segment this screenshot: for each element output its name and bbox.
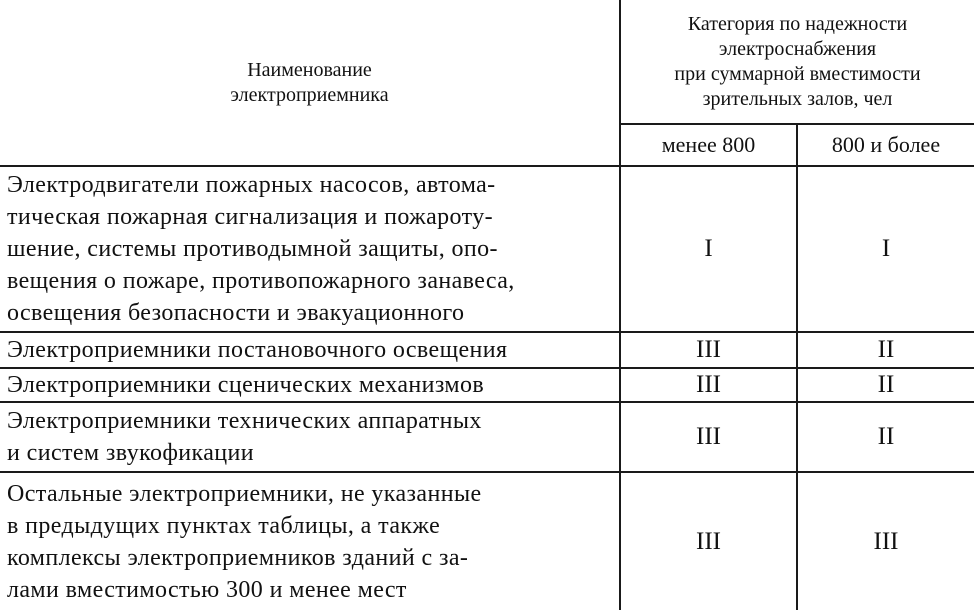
category-header-line: зрительных залов, чел [702,87,893,110]
table-row [0,332,974,368]
subheader-800-and-more: 800 и более [797,124,974,166]
category-800-and-more: II [797,402,974,472]
receiver-name-line: Электроприемники сценических механизмов [7,372,485,398]
category-header-line: при суммарной вместимости [674,62,921,85]
receiver-name-line: комплексы электроприемников зданий с за- [7,544,469,571]
name-header-line: Наименование [247,58,372,81]
category-less-800: I [620,166,797,332]
category-800-and-more: III [797,472,974,610]
category-800-and-more: II [797,368,974,402]
receiver-name-line: в предыдущих пунктах таблицы, а также [7,512,441,539]
receiver-name-line: Электродвигатели пожарных насосов, автома- [7,172,496,198]
category-header-line: электроснабжения [718,37,877,60]
receiver-name-line: Электроприемники технических аппаратных [7,408,482,434]
receiver-name-cell [0,472,620,610]
category-header-line: Категория по надежности [687,12,908,35]
table-row [0,166,974,332]
category-800-and-more: I [797,166,974,332]
table-row [0,402,974,472]
header-row [0,0,974,124]
category-800-and-more: II [797,332,974,368]
category-less-800: III [620,332,797,368]
receiver-name-cell [0,402,620,472]
category-less-800: III [620,368,797,402]
table-row [0,472,974,610]
receiver-name-line: Электроприемники постановочного освещения [7,337,508,363]
receiver-name-line: и систем звукофикации [7,440,255,466]
receiver-name-line: вещения о пожаре, противопожарного занавеса, [7,268,515,294]
subheader-less-800: менее 800 [620,124,797,166]
receiver-name-line: Остальные электроприемники, не указанные [7,480,482,507]
receiver-name-line: лами вместимостью 300 и менее мест [7,576,407,603]
category-less-800: III [620,472,797,610]
name-column-header [0,0,620,166]
receiver-name-cell [0,368,620,402]
table-row [0,368,974,402]
receiver-name-cell [0,332,620,368]
receiver-name-cell [0,166,620,332]
category-less-800: III [620,402,797,472]
receiver-name-line: шение, системы противодымной защиты, опо- [7,236,498,262]
category-column-header [620,0,974,124]
receiver-name-line: освещения безопасности и эвакуационного [7,300,465,326]
receiver-name-line: тическая пожарная сигнализация и пожароту- [7,204,494,230]
name-header-line: электроприемника [230,83,389,106]
